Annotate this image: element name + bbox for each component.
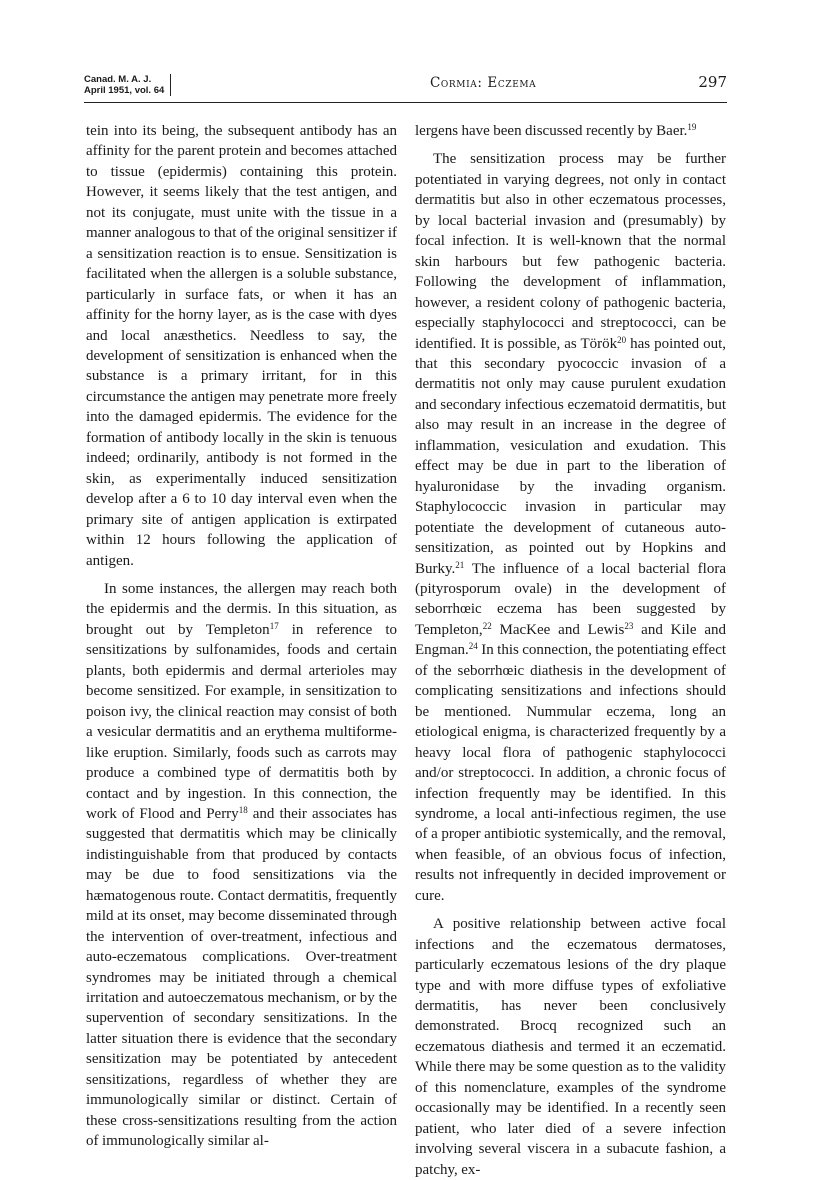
paragraph: A positive relationship between active focal infections and the eczematous dermatoses, particularly eczematous lesions of the dry plaque type and with more diffuse types of exfoliative dermatitis, has never been conclusively demonstrated. Brocq recognized such an eczematous diathesis and termed it an eczematid. While there may be some question as to the validity of this nomenclature, examples of the syndrome occasionally may be identified. In a recently seen patient, who later died of a severe infection involving several viscera in a subacute fashion, a patchy, ex-	[415, 916, 726, 1178]
left-column	[86, 121, 397, 1152]
text-run: The influence of a local bacterial flora (pityrosporum ovale) in the development of seborrhœic eczema has been suggested by Templeton,	[415, 560, 726, 638]
text-run: The sensitization process may be further potentiated in varying degrees, not only in contact dermatitis but also in other eczematous processes, by local bacterial invasion and (presumably) by focal infection. It is well-known that the normal skin harbours but few pathogenic bacteria. Following the development of inflammation, however, a resident colony of pathogenic bacteria, especially staphylococci and streptococci, can be identified. It is possible, as Török	[415, 151, 726, 352]
citation-ref: 24	[468, 641, 478, 652]
paragraph: tein into its being, the subsequent antibody has an affinity for the parent protein and becomes attached to tissue (epidermis) containing this protein. However, it seems likely that the test antigen, and not its conjugate, must unite with the tissue in a manner analogous to that of the original sensitizer if a sensitization reaction is to ensue. Sensitization is facilitated when the allergen is a soluble substance, particularly in surface fats, or when it has an affinity for the horny layer, as is the case with dyes and local anæsthetics. Needless to say, the development of sensitization is enhanced when the substance is a primary irritant, for in this circumstance the antigen may penetrate more freely into the damaged epidermis. The evidence for the formation of antibody locally in the skin is tenuous indeed; ordinarily, antibody is not formed in the skin, as experimentally induced sensitization develop after a 6 to 10 day interval even when the primary site of antigen application is extirpated within 12 hours following the application of antigen.	[86, 123, 397, 569]
text-run: In some instances, the allergen may reach both the epidermis and the dermis. In this situation, as brought out by Templeton	[86, 580, 397, 638]
text-run: In this connection, the potentiating effect of the seborrhœic diathesis in the development of complicating sensitizations and infections should be mentioned. Nummular eczema, long an etiological enigma, is characterized frequently by a heavy local flora of pathogenic staphylococci and/or streptococci. In addition, a chronic focus of infection frequently may be identified. In this syndrome, a local anti-infectious regimen, the use of a proper antibiotic systemically, and the removal, when feasible, of an obvious focus of infection, results not infrequently in decided improvement or cure.	[415, 642, 727, 904]
citation-ref: 21	[455, 559, 465, 570]
text-run: has pointed out, that this secondary pyococcic invasion of a dermatitis not only may cause purulent exudation and secondary infectious eczematoid dermatitis, but also may result in an increase in the degree of inflammation, vesiculation and exudation. This effect may be due in part to the liberation of hyaluronidase by the invading organism. Staphylococcic invasion in particular may potentiate the development of cutaneous auto-sensitization, as pointed out by Hopkins and Burky.	[415, 335, 726, 577]
text-run: lergens have been discussed recently by Baer.	[415, 123, 688, 139]
right-column	[415, 121, 726, 1180]
journal-name: Canad. M. A. J.	[84, 74, 152, 85]
running-head	[84, 72, 727, 103]
article-running-title: Cormia: Eczema	[430, 75, 537, 91]
text-run: and their associates has suggested that dermatitis which may be clinically indistinguishable from that produced by contacts may be due to food sensitizations via the hæmatogenous route. Contact dermatitis, frequently mild at its onset, may become disseminated through the intervention of over-treatment, infectious and auto-eczematous complications. Over-treatment syndromes may be initiated through a chemical irritation and autoeczematous mechanism, or by the supervention of secondary sensitizations. In the latter situation there is evidence that the secondary sensitization may be potentiated by antecedent sensitizations, regardless of whether they are immunologically similar or distinct. Certain of these cross-sensitizations resulting from the action of immunologically similar al-	[86, 805, 398, 1150]
citation-ref: 20	[617, 334, 627, 345]
citation-ref: 18	[238, 804, 248, 815]
citation-ref: 19	[687, 122, 697, 132]
citation-ref: 22	[482, 620, 492, 631]
page-number: 297	[698, 73, 727, 91]
citation-ref: 23	[624, 620, 634, 631]
text-run: in reference to sensitizations by sulfonamides, foods and certain plants, both epidermis and dermal arterioles may become sensitized. For example, in sensitization to poison ivy, the clinical reaction may consist of both a vesicular dermatitis and an erythema multiforme-like eruption. Similarly, foods such as carrots may produce a combined type of dermatitis both by contact and by ingestion. In this connection, the work of Flood and Perry	[86, 621, 397, 822]
paragraph	[415, 121, 726, 141]
paragraph	[415, 149, 726, 906]
paragraph	[86, 579, 397, 1152]
text-run: and Kile and Engman.	[415, 621, 726, 659]
citation-ref: 17	[269, 620, 279, 631]
journal-reference	[84, 74, 171, 96]
journal-issue: April 1951, vol. 64	[84, 85, 165, 96]
text-run: MacKee and Lewis	[491, 621, 625, 638]
